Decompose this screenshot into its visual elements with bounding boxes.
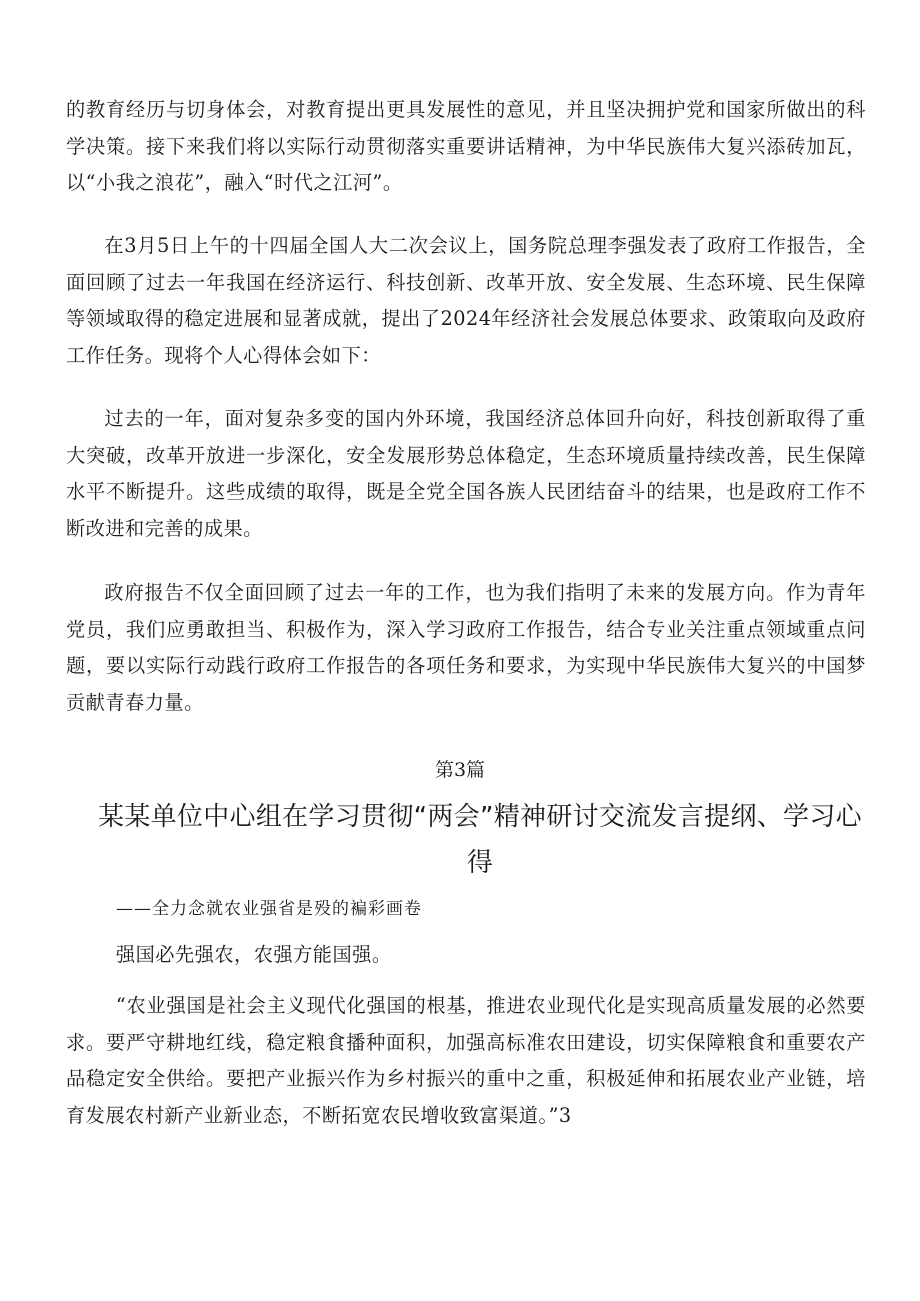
chapter-label: 第3篇 (434, 759, 486, 781)
paragraph-future-direction: 政府报告不仅全面回顾了过去一年的工作，也为我们指明了未来的发展方向。作为青年党员，我们应勇敢担当、积极作为，深入学习政府工作报告，结合专业关注重点领域重点问题，要以实际行动践行政府工作报告的各项任务和要求，为实现中华民族伟大复兴的中国梦贡献青春力量。 (66, 581, 866, 714)
paragraph-government-report: 在3月5日上午的十四届全国人大二次会议上，国务院总理李强发表了政府工作报告，全面回顾了过去一年我国在经济运行、科技创新、改革开放、安全发展、生态环境、民生保障等领域取得的稳定进展和显著成就，提出了2024年经济社会发展总体要求、政策取向及政府工作任务。现将个人心得体会如下： (66, 234, 866, 367)
paragraph-past-year: 过去的一年，面对复杂多变的国内外环境，我国经济总体回升向好，科技创新取得了重大突破，改革开放进一步深化，安全发展形势总体稳定，生态环境质量持续改善，民生保障水平不断提升。这些成绩的取得，既是全党全国各族人民团结奋斗的结果，也是政府工作不断改进和完善的成果。 (66, 407, 866, 540)
paragraph-continuation: 的教育经历与切身体会，对教育提出更具发展性的意见，并且坚决拥护党和国家所做出的科学决策。接下来我们将以实际行动贯彻落实重要讲话精神，为中华民族伟大复兴添砖加瓦，以“小我之浪花”，融入“时代之江河”。 (66, 98, 866, 195)
paragraph-agriculture-quote: “农业强国是社会主义现代化强国的根基，推进农业现代化是实现高质量发展的必然要求。要严守耕地红线，稳定粮食播种面积，加强高标准农田建设，切实保障粮食和重要农产品稳定安全供给。要把产业振兴作为乡村振兴的重中之重，积极延伸和拓展农业产业链，培育发展农村新产业新业态，不断拓宽农民增收致富渠道。”3 (66, 994, 866, 1127)
section-title: 某某单位中心组在学习贯彻“两会”精神研讨交流发言提纲、学习心得 (98, 802, 862, 878)
paragraph-strong-agriculture: 强国必先强农，农强方能国强。 (115, 943, 392, 966)
section-subtitle: ——全力念就农业强省是殁的褊彩画卷 (116, 899, 422, 919)
